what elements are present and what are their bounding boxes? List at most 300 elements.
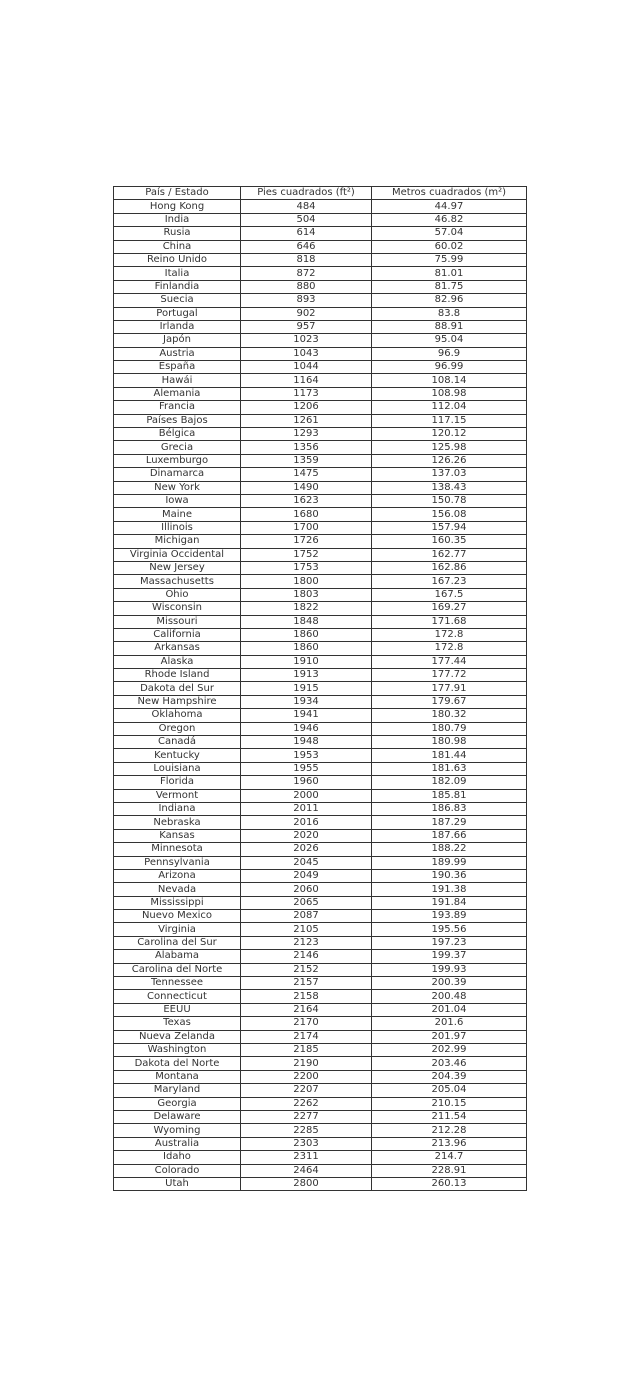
cell-sqft: 504 [241, 213, 372, 226]
cell-sqm: 190.36 [372, 869, 527, 882]
cell-sqm: 112.04 [372, 401, 527, 414]
cell-country: Japón [114, 334, 241, 347]
cell-sqft: 1860 [241, 642, 372, 655]
cell-sqft: 1293 [241, 428, 372, 441]
cell-sqm: 201.6 [372, 1017, 527, 1030]
cell-country: Montana [114, 1070, 241, 1083]
cell-sqm: 162.77 [372, 548, 527, 561]
cell-sqft: 902 [241, 307, 372, 320]
table-row [114, 535, 527, 548]
header-row [114, 187, 527, 200]
cell-sqft: 2277 [241, 1110, 372, 1123]
cell-sqft: 2060 [241, 883, 372, 896]
cell-sqm: 120.12 [372, 428, 527, 441]
cell-country: Pennsylvania [114, 856, 241, 869]
cell-sqm: 81.75 [372, 280, 527, 293]
cell-sqm: 57.04 [372, 227, 527, 240]
cell-country: Rusia [114, 227, 241, 240]
cell-sqft: 2157 [241, 977, 372, 990]
cell-country: Carolina del Norte [114, 963, 241, 976]
cell-country: Dakota del Sur [114, 682, 241, 695]
cell-country: Connecticut [114, 990, 241, 1003]
cell-sqft: 2200 [241, 1070, 372, 1083]
table-row [114, 655, 527, 668]
cell-sqft: 2049 [241, 869, 372, 882]
table-row [114, 213, 527, 226]
cell-sqm: 169.27 [372, 602, 527, 615]
cell-country: Maryland [114, 1084, 241, 1097]
cell-sqm: 211.54 [372, 1110, 527, 1123]
cell-sqm: 138.43 [372, 481, 527, 494]
cell-country: Francia [114, 401, 241, 414]
table-row [114, 1164, 527, 1177]
cell-country: Rhode Island [114, 669, 241, 682]
table-row [114, 414, 527, 427]
cell-sqm: 203.46 [372, 1057, 527, 1070]
cell-sqm: 180.32 [372, 709, 527, 722]
header-sqft: Pies cuadrados (ft²) [241, 187, 372, 200]
cell-country: Luxemburgo [114, 454, 241, 467]
table-row [114, 1003, 527, 1016]
cell-sqft: 818 [241, 253, 372, 266]
cell-sqft: 2016 [241, 816, 372, 829]
cell-country: España [114, 361, 241, 374]
table-header [114, 187, 527, 200]
cell-sqft: 1680 [241, 508, 372, 521]
table-row [114, 253, 527, 266]
cell-sqm: 204.39 [372, 1070, 527, 1083]
cell-country: Italia [114, 267, 241, 280]
cell-country: Dakota del Norte [114, 1057, 241, 1070]
cell-country: Dinamarca [114, 468, 241, 481]
cell-sqm: 200.39 [372, 977, 527, 990]
cell-sqft: 2174 [241, 1030, 372, 1043]
table-row [114, 280, 527, 293]
table-row [114, 950, 527, 963]
table-row [114, 428, 527, 441]
cell-country: Ohio [114, 588, 241, 601]
cell-sqm: 117.15 [372, 414, 527, 427]
cell-sqft: 1910 [241, 655, 372, 668]
table-row [114, 1084, 527, 1097]
cell-sqft: 2152 [241, 963, 372, 976]
cell-sqm: 180.79 [372, 722, 527, 735]
cell-country: New York [114, 481, 241, 494]
cell-country: Illinois [114, 521, 241, 534]
cell-sqft: 1623 [241, 494, 372, 507]
cell-sqm: 167.23 [372, 575, 527, 588]
cell-sqft: 1164 [241, 374, 372, 387]
table-row [114, 347, 527, 360]
cell-sqft: 2190 [241, 1057, 372, 1070]
cell-sqft: 1475 [241, 468, 372, 481]
cell-sqft: 1800 [241, 575, 372, 588]
table-row [114, 494, 527, 507]
cell-sqft: 1752 [241, 548, 372, 561]
table-row [114, 200, 527, 213]
cell-sqm: 199.37 [372, 950, 527, 963]
cell-sqft: 880 [241, 280, 372, 293]
cell-sqm: 44.97 [372, 200, 527, 213]
table-row [114, 1137, 527, 1150]
cell-sqft: 2020 [241, 829, 372, 842]
cell-sqft: 2262 [241, 1097, 372, 1110]
cell-sqm: 210.15 [372, 1097, 527, 1110]
table-row [114, 294, 527, 307]
cell-country: Nevada [114, 883, 241, 896]
table-row [114, 802, 527, 815]
table-row [114, 1030, 527, 1043]
cell-country: Delaware [114, 1110, 241, 1123]
cell-country: New Hampshire [114, 695, 241, 708]
cell-sqft: 2207 [241, 1084, 372, 1097]
cell-country: Georgia [114, 1097, 241, 1110]
table-row [114, 267, 527, 280]
cell-country: Tennessee [114, 977, 241, 990]
cell-sqft: 484 [241, 200, 372, 213]
cell-country: Hong Kong [114, 200, 241, 213]
cell-sqft: 1356 [241, 441, 372, 454]
cell-country: Arkansas [114, 642, 241, 655]
table-row [114, 816, 527, 829]
cell-country: California [114, 628, 241, 641]
cell-country: Arizona [114, 869, 241, 882]
cell-sqm: 177.91 [372, 682, 527, 695]
table-row [114, 1044, 527, 1057]
cell-sqm: 81.01 [372, 267, 527, 280]
cell-sqm: 188.22 [372, 843, 527, 856]
cell-country: Oregon [114, 722, 241, 735]
cell-sqft: 1946 [241, 722, 372, 735]
cell-sqm: 179.67 [372, 695, 527, 708]
cell-sqft: 2158 [241, 990, 372, 1003]
table-row [114, 749, 527, 762]
table-row [114, 709, 527, 722]
cell-sqm: 171.68 [372, 615, 527, 628]
cell-country: Irlanda [114, 320, 241, 333]
table-row [114, 481, 527, 494]
cell-sqft: 2026 [241, 843, 372, 856]
cell-sqm: 156.08 [372, 508, 527, 521]
cell-sqm: 126.26 [372, 454, 527, 467]
cell-sqft: 1490 [241, 481, 372, 494]
table-row [114, 521, 527, 534]
table-row [114, 1070, 527, 1083]
table-row [114, 977, 527, 990]
table-row [114, 615, 527, 628]
cell-sqft: 2000 [241, 789, 372, 802]
cell-sqm: 75.99 [372, 253, 527, 266]
table-row [114, 869, 527, 882]
cell-sqft: 2164 [241, 1003, 372, 1016]
cell-sqm: 214.7 [372, 1151, 527, 1164]
cell-sqft: 2123 [241, 936, 372, 949]
cell-sqm: 189.99 [372, 856, 527, 869]
cell-sqft: 1915 [241, 682, 372, 695]
table-row [114, 401, 527, 414]
cell-country: Utah [114, 1177, 241, 1190]
cell-country: EEUU [114, 1003, 241, 1016]
cell-country: Nebraska [114, 816, 241, 829]
cell-sqft: 1822 [241, 602, 372, 615]
header-country: País / Estado [114, 187, 241, 200]
cell-country: Alemania [114, 387, 241, 400]
cell-sqm: 197.23 [372, 936, 527, 949]
cell-sqm: 46.82 [372, 213, 527, 226]
cell-country: Florida [114, 776, 241, 789]
cell-sqm: 96.9 [372, 347, 527, 360]
table-row [114, 387, 527, 400]
cell-sqm: 260.13 [372, 1177, 527, 1190]
cell-sqm: 228.91 [372, 1164, 527, 1177]
area-comparison-table-container [113, 186, 527, 1191]
cell-sqm: 201.04 [372, 1003, 527, 1016]
table-row [114, 695, 527, 708]
cell-sqft: 2011 [241, 802, 372, 815]
cell-sqft: 1753 [241, 561, 372, 574]
cell-sqft: 1934 [241, 695, 372, 708]
table-row [114, 441, 527, 454]
table-row [114, 374, 527, 387]
cell-sqm: 95.04 [372, 334, 527, 347]
cell-country: Kentucky [114, 749, 241, 762]
cell-country: Finlandia [114, 280, 241, 293]
table-row [114, 736, 527, 749]
cell-sqft: 1848 [241, 615, 372, 628]
table-row [114, 468, 527, 481]
cell-country: Mississippi [114, 896, 241, 909]
cell-sqm: 167.5 [372, 588, 527, 601]
table-row [114, 923, 527, 936]
cell-sqm: 195.56 [372, 923, 527, 936]
table-row [114, 628, 527, 641]
cell-country: Maine [114, 508, 241, 521]
cell-sqft: 1953 [241, 749, 372, 762]
cell-country: Texas [114, 1017, 241, 1030]
cell-sqm: 187.29 [372, 816, 527, 829]
table-row [114, 334, 527, 347]
cell-sqm: 186.83 [372, 802, 527, 815]
cell-country: Virginia [114, 923, 241, 936]
cell-sqft: 2105 [241, 923, 372, 936]
table-row [114, 829, 527, 842]
cell-sqft: 1941 [241, 709, 372, 722]
cell-sqft: 1173 [241, 387, 372, 400]
cell-country: Virginia Occidental [114, 548, 241, 561]
table-row [114, 762, 527, 775]
cell-sqft: 1206 [241, 401, 372, 414]
cell-sqft: 872 [241, 267, 372, 280]
cell-sqft: 1043 [241, 347, 372, 360]
cell-country: Washington [114, 1044, 241, 1057]
table-row [114, 227, 527, 240]
cell-sqm: 200.48 [372, 990, 527, 1003]
table-row [114, 307, 527, 320]
cell-country: Indiana [114, 802, 241, 815]
cell-sqft: 2087 [241, 910, 372, 923]
cell-sqft: 1044 [241, 361, 372, 374]
cell-sqft: 1700 [241, 521, 372, 534]
cell-sqft: 614 [241, 227, 372, 240]
cell-sqm: 193.89 [372, 910, 527, 923]
cell-country: Suecia [114, 294, 241, 307]
cell-sqm: 162.86 [372, 561, 527, 574]
cell-country: Wisconsin [114, 602, 241, 615]
cell-sqft: 2285 [241, 1124, 372, 1137]
cell-country: Carolina del Sur [114, 936, 241, 949]
table-row [114, 883, 527, 896]
cell-country: Missouri [114, 615, 241, 628]
cell-country: Massachusetts [114, 575, 241, 588]
table-row [114, 454, 527, 467]
table-row [114, 936, 527, 949]
cell-country: Kansas [114, 829, 241, 842]
cell-sqm: 181.63 [372, 762, 527, 775]
cell-sqm: 157.94 [372, 521, 527, 534]
cell-sqm: 96.99 [372, 361, 527, 374]
cell-country: Wyoming [114, 1124, 241, 1137]
cell-country: Portugal [114, 307, 241, 320]
table-row [114, 1057, 527, 1070]
cell-sqft: 1955 [241, 762, 372, 775]
table-row [114, 990, 527, 1003]
cell-sqm: 180.98 [372, 736, 527, 749]
table-row [114, 320, 527, 333]
table-row [114, 843, 527, 856]
cell-sqft: 1948 [241, 736, 372, 749]
cell-country: Colorado [114, 1164, 241, 1177]
cell-sqft: 1860 [241, 628, 372, 641]
area-comparison-table [113, 186, 527, 1191]
cell-country: Alabama [114, 950, 241, 963]
table-row [114, 1151, 527, 1164]
cell-sqm: 181.44 [372, 749, 527, 762]
table-row [114, 548, 527, 561]
cell-sqm: 160.35 [372, 535, 527, 548]
cell-country: Alaska [114, 655, 241, 668]
cell-sqm: 201.97 [372, 1030, 527, 1043]
cell-country: Países Bajos [114, 414, 241, 427]
cell-sqm: 212.28 [372, 1124, 527, 1137]
cell-sqft: 1960 [241, 776, 372, 789]
cell-sqft: 1913 [241, 669, 372, 682]
cell-sqm: 191.38 [372, 883, 527, 896]
cell-sqft: 2185 [241, 1044, 372, 1057]
table-row [114, 1124, 527, 1137]
cell-sqft: 1261 [241, 414, 372, 427]
cell-country: Michigan [114, 535, 241, 548]
table-row [114, 1110, 527, 1123]
cell-sqm: 177.72 [372, 669, 527, 682]
table-row [114, 1177, 527, 1190]
cell-country: New Jersey [114, 561, 241, 574]
table-row [114, 963, 527, 976]
cell-sqft: 2170 [241, 1017, 372, 1030]
cell-sqm: 205.04 [372, 1084, 527, 1097]
cell-sqft: 1359 [241, 454, 372, 467]
cell-sqm: 108.14 [372, 374, 527, 387]
cell-sqm: 137.03 [372, 468, 527, 481]
table-row [114, 682, 527, 695]
cell-country: Oklahoma [114, 709, 241, 722]
table-body [114, 200, 527, 1191]
cell-country: China [114, 240, 241, 253]
cell-country: Minnesota [114, 843, 241, 856]
cell-sqft: 957 [241, 320, 372, 333]
cell-sqm: 182.09 [372, 776, 527, 789]
cell-sqft: 646 [241, 240, 372, 253]
cell-country: Austria [114, 347, 241, 360]
cell-country: Vermont [114, 789, 241, 802]
cell-sqft: 2800 [241, 1177, 372, 1190]
table-row [114, 508, 527, 521]
table-row [114, 361, 527, 374]
cell-country: Iowa [114, 494, 241, 507]
cell-sqft: 2146 [241, 950, 372, 963]
cell-sqm: 172.8 [372, 642, 527, 655]
table-row [114, 910, 527, 923]
table-row [114, 789, 527, 802]
cell-sqm: 82.96 [372, 294, 527, 307]
table-row [114, 776, 527, 789]
cell-sqm: 125.98 [372, 441, 527, 454]
table-row [114, 1097, 527, 1110]
cell-sqft: 2311 [241, 1151, 372, 1164]
cell-country: Australia [114, 1137, 241, 1150]
cell-sqft: 2464 [241, 1164, 372, 1177]
table-row [114, 240, 527, 253]
cell-sqm: 213.96 [372, 1137, 527, 1150]
table-row [114, 669, 527, 682]
cell-sqm: 202.99 [372, 1044, 527, 1057]
cell-country: Canadá [114, 736, 241, 749]
cell-sqft: 2303 [241, 1137, 372, 1150]
cell-sqm: 60.02 [372, 240, 527, 253]
cell-country: Grecia [114, 441, 241, 454]
table-row [114, 642, 527, 655]
table-row [114, 588, 527, 601]
table-row [114, 896, 527, 909]
cell-sqft: 1023 [241, 334, 372, 347]
cell-country: Louisiana [114, 762, 241, 775]
cell-sqm: 177.44 [372, 655, 527, 668]
cell-sqm: 83.8 [372, 307, 527, 320]
table-row [114, 575, 527, 588]
cell-sqm: 191.84 [372, 896, 527, 909]
cell-sqft: 1803 [241, 588, 372, 601]
cell-sqm: 172.8 [372, 628, 527, 641]
cell-sqft: 2045 [241, 856, 372, 869]
cell-sqm: 88.91 [372, 320, 527, 333]
cell-sqm: 187.66 [372, 829, 527, 842]
cell-sqft: 2065 [241, 896, 372, 909]
cell-country: Reino Unido [114, 253, 241, 266]
cell-country: Idaho [114, 1151, 241, 1164]
table-row [114, 722, 527, 735]
cell-country: India [114, 213, 241, 226]
cell-country: Bélgica [114, 428, 241, 441]
cell-sqft: 893 [241, 294, 372, 307]
cell-country: Hawái [114, 374, 241, 387]
cell-sqm: 108.98 [372, 387, 527, 400]
cell-sqft: 1726 [241, 535, 372, 548]
table-row [114, 856, 527, 869]
cell-country: Nueva Zelanda [114, 1030, 241, 1043]
cell-sqm: 185.81 [372, 789, 527, 802]
cell-sqm: 150.78 [372, 494, 527, 507]
table-row [114, 602, 527, 615]
cell-country: Nuevo Mexico [114, 910, 241, 923]
